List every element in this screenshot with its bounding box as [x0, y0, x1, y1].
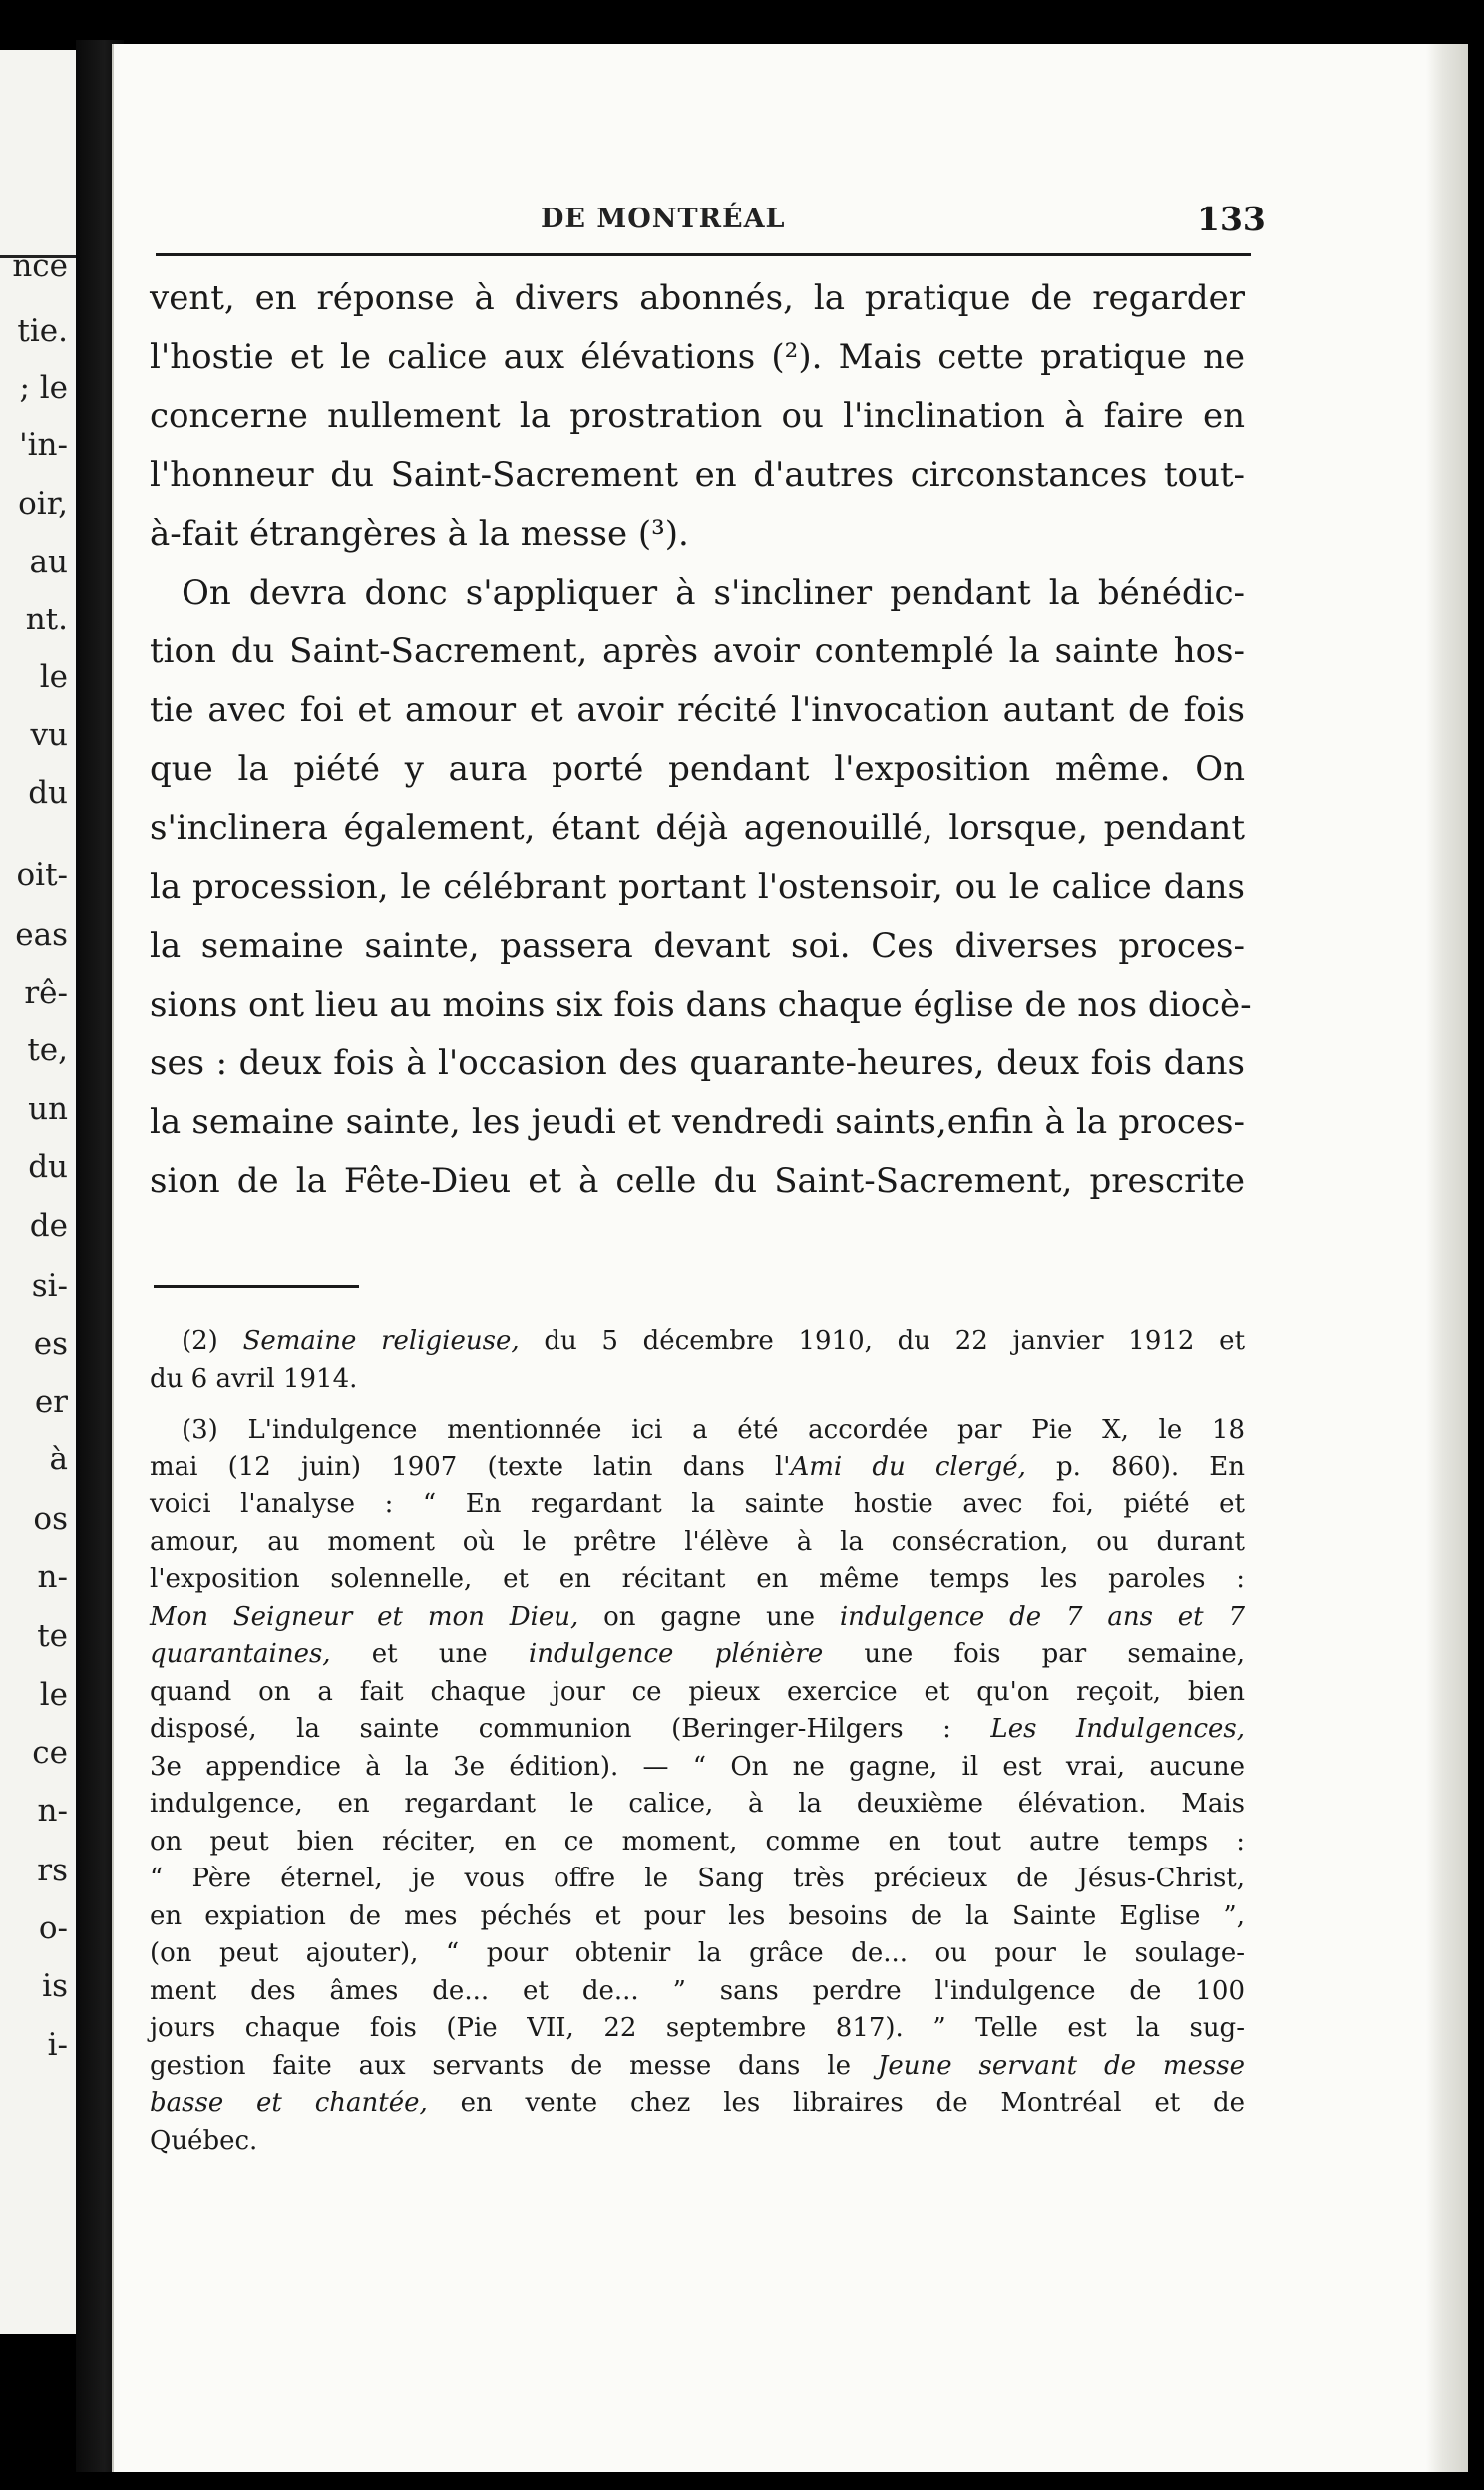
footnote-line: quand on a fait chaque jour ce pieux exercice et qu'on reçoit, bien: [150, 1676, 1245, 1707]
italic-title: Ami du clergé,: [790, 1452, 1026, 1482]
footnote-line: Québec.: [150, 2125, 258, 2156]
footnote-2: [150, 1323, 1245, 1398]
footnote-3: [150, 1412, 1245, 2160]
facing-page-fragment: i-: [47, 2027, 68, 2063]
footnote-line: l'exposition solennelle, et en récitant en même temps les paroles :: [150, 1564, 1245, 1594]
facing-page-edge: [0, 50, 76, 2334]
footnote-line: [150, 1599, 1245, 1637]
footnote-text: on gagne une: [603, 1601, 815, 1632]
footnote-text: disposé, la sainte communion (Beringer-Hilgers :: [150, 1714, 951, 1744]
text-line: la semaine sainte, les jeudi et vendredi saints,enfin à la proces-: [150, 1102, 1245, 1142]
footnote-text: gestion faite aux servants de messe dans le: [150, 2050, 851, 2081]
footnote-marker: (3): [182, 1415, 218, 1445]
footnote-line: on peut bien réciter, en ce moment, comme en tout autre temps :: [150, 1826, 1245, 1857]
footnote-rule: [154, 1285, 359, 1288]
facing-page-fragment: de: [29, 1208, 68, 1244]
footnote-line: en expiation de mes péchés et pour les besoins de la Sainte Eglise ”,: [150, 1900, 1245, 1931]
facing-page-fragment: un: [28, 1091, 68, 1127]
facing-page-fragment: er: [34, 1384, 68, 1420]
text-line: à-fait étrangères à la messe (³).: [150, 514, 689, 554]
footnote-line: du 6 avril 1914.: [150, 1363, 358, 1394]
facing-page-fragment: is: [42, 1968, 68, 2004]
italic-title: basse et chantée,: [150, 2088, 428, 2118]
text-line: tion du Saint-Sacrement, après avoir contemplé la sainte hos-: [150, 631, 1245, 671]
facing-page-fragment: 'in-: [19, 427, 68, 463]
italic-title: Mon Seigneur et mon Dieu,: [150, 1601, 579, 1632]
footnote-line: indulgence, en regardant le calice, à la deuxième élévation. Mais: [150, 1789, 1245, 1819]
scan-border: [0, 2472, 1484, 2490]
footnote-line: 3e appendice à la 3e édition). — “ On ne gagne, il est vrai, aucune: [150, 1751, 1245, 1782]
text-line: sion de la Fête-Dieu et à celle du Saint-Sacrement, prescrite: [150, 1161, 1245, 1201]
text-line: l'hostie et le calice aux élévations (²). Mais cette pratique ne: [150, 337, 1245, 377]
italic-title: Les Indulgences,: [990, 1714, 1246, 1744]
page-number: 133: [1197, 200, 1266, 238]
footnote-line: amour, au moment où le prêtre l'élève à la consécration, ou durant: [150, 1526, 1245, 1557]
facing-page-fragment: du: [28, 1149, 68, 1185]
facing-page-fragment: ce: [32, 1735, 68, 1771]
facing-page-fragment: rs: [37, 1853, 68, 1888]
page-edge-shadow: [1426, 44, 1468, 2472]
facing-page-fragment: oir,: [18, 486, 68, 522]
text-line: concerne nullement la prostration ou l'inclination à faire en: [150, 396, 1245, 436]
text-line: s'inclinera également, étant déjà agenouillé, lorsque, pendant: [150, 808, 1245, 848]
facing-page-fragment: du: [28, 775, 68, 811]
facing-page-fragment: os: [33, 1501, 68, 1537]
footnote-text: L'indulgence mentionnée ici a été accordée par Pie X, le 18: [247, 1415, 1246, 1445]
facing-page-fragment: vu: [30, 717, 68, 753]
footnote-line: [150, 1711, 1245, 1749]
footnote-text: mai (12 juin) 1907 (texte latin dans l': [150, 1452, 791, 1482]
italic-emphasis: indulgence de 7 ans et 7: [839, 1601, 1245, 1632]
facing-page-fragment: n-: [37, 1793, 68, 1829]
facing-page-fragment: le: [39, 659, 68, 695]
footnote-line: [150, 2085, 1245, 2123]
text-line: ses : deux fois à l'occasion des quarante-heures, deux fois dans: [150, 1043, 1245, 1083]
facing-page-fragment: te,: [27, 1033, 68, 1068]
italic-emphasis: indulgence plénière: [528, 1639, 824, 1669]
footnote-marker: (2): [182, 1326, 218, 1356]
text-line: la semaine sainte, passera devant soi. Ces diverses proces-: [150, 926, 1245, 966]
facing-page-fragment: rê-: [24, 975, 68, 1011]
text-line: la procession, le célébrant portant l'ostensoir, ou le calice dans: [150, 867, 1245, 907]
footnote-line: “ Père éternel, je vous offre le Sang très précieux de Jésus-Christ,: [150, 1864, 1245, 1893]
facing-page-fragment: eas: [15, 917, 68, 953]
footnote-text: une fois par semaine,: [864, 1639, 1245, 1669]
text-line: que la piété y aura porté pendant l'exposition même. On: [150, 749, 1245, 789]
facing-page-fragment: ; le: [19, 370, 68, 406]
facing-page-fragment: à: [49, 1442, 68, 1477]
footnote-line: ment des âmes de... et de... ” sans perdre l'indulgence de 100: [150, 1975, 1245, 2006]
footnote-text: du 5 décembre 1910, du 22 janvier 1912 et: [544, 1326, 1246, 1356]
footnote-text: p. 860). En: [1056, 1452, 1246, 1482]
text-line: sions ont lieu au moins six fois dans chaque église de nos diocè-: [150, 985, 1252, 1025]
paragraph: [150, 564, 1252, 1211]
facing-page-fragment: es: [33, 1326, 68, 1362]
facing-page-fragment: te: [37, 1618, 68, 1654]
italic-title: Semaine religieuse,: [242, 1326, 520, 1356]
footnote-text: et une: [371, 1639, 488, 1669]
footnotes: [150, 1323, 1245, 2174]
facing-page-fragment: le: [39, 1677, 68, 1713]
italic-emphasis: quarantaines,: [150, 1639, 331, 1669]
paragraph-continuation: [150, 269, 1245, 564]
facing-page-fragment: tie.: [17, 313, 68, 349]
facing-page-fragment: au: [29, 544, 68, 580]
text-line: l'honneur du Saint-Sacrement en d'autres circonstances tout-: [150, 455, 1245, 495]
footnote-line: (on peut ajouter), “ pour obtenir la grâce de... ou pour le soulage-: [150, 1938, 1245, 1968]
header-rule: [156, 253, 1251, 256]
body-text: [150, 269, 1252, 1211]
text-line: On devra donc s'appliquer à s'incliner pendant la bénédic-: [182, 573, 1245, 613]
facing-page-fragment: oit-: [16, 857, 68, 893]
footnote-line: [150, 1450, 1245, 1487]
facing-page-fragment: si-: [31, 1268, 68, 1304]
footnote-line: voici l'analyse : “ En regardant la sainte hostie avec foi, piété et: [150, 1489, 1245, 1519]
text-line: tie avec foi et amour et avoir récité l'invocation autant de fois: [150, 690, 1245, 730]
facing-page-fragment: n-: [37, 1559, 68, 1595]
facing-page-fragment: nt.: [25, 602, 68, 637]
running-head: DE MONTRÉAL: [541, 204, 786, 234]
footnote-line: [150, 2048, 1245, 2086]
footnote-line: jours chaque fois (Pie VII, 22 septembre 817). ” Telle est la sug-: [150, 2013, 1245, 2043]
footnote-text: en vente chez les libraires de Montréal et de: [460, 2088, 1246, 2118]
facing-page-fragment: nce: [12, 248, 68, 284]
facing-page-fragment: o-: [38, 1910, 68, 1946]
footnote-line: [150, 1636, 1245, 1674]
footnote-line: [150, 1323, 1245, 1361]
text-line: vent, en réponse à divers abonnés, la pratique de regarder: [150, 278, 1245, 318]
italic-title: Jeune servant de messe: [877, 2050, 1245, 2081]
footnote-line: [150, 1412, 1245, 1450]
book-page: [112, 44, 1468, 2472]
